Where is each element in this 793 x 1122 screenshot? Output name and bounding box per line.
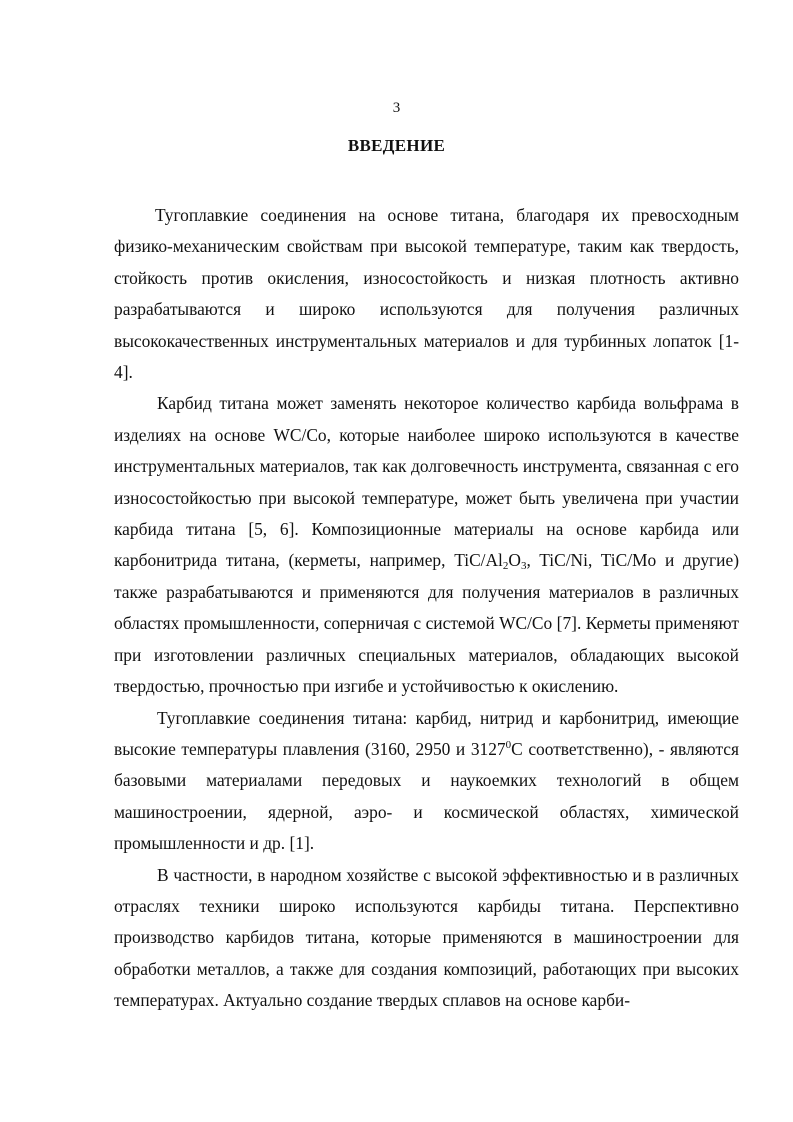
section-title: ВВЕДЕНИЕ xyxy=(347,136,446,155)
page-number: 3 xyxy=(392,100,401,116)
paragraph-1-text: Тугоплавкие соединения на основе титана, благодаря их превосходным физико-механическим свойствам при высокой температуре, таким как твердость, стойкость против окисления, износостойкость и низкая плотность активно разрабатываются и широко используются для получения различных высококачественных инструментальных материалов и для турбинных лопаток [1-4]. xyxy=(114,205,739,383)
subscript-3: 3 xyxy=(520,560,527,573)
paragraph-3-text-b: С соответственно), - являются базовыми материалами передовых и наукоемких технологий в общем машиностроении, ядерной, аэро- и космической областях, химической промышленности и др. [1]. xyxy=(114,738,739,854)
paragraph-3-text-a: Тугоплавкие соединения титана: карбид, нитрид и карбонитрид, имеющие высокие температуры плавления (3160, 2950 и 3127 xyxy=(114,707,739,759)
body-text xyxy=(114,200,739,1017)
subscript-2: 2 xyxy=(502,560,509,573)
paragraph-4-text: В частности, в народном хозяйстве с высокой эффективностью и в различных отраслях техники широко используются карбиды титана. Перспективно производство карбидов титана, которые применяются в машиностроении для обработки металлов, а также для создания композиций, работающих при высоких температурах. Актуально создание твердых сплавов на основе карби- xyxy=(114,864,739,1011)
paragraph-4 xyxy=(114,860,739,1017)
paragraph-2-text-c: , TiC/Ni, TiC/Mo и другие) также разрабатываются и применяются для получения материалов в различных областях промышленности, соперничая с системой WC/Co [7]. Керметы применяют при изготовлении различных специальных материалов, обладающих высокой твердостью, прочностью при изгибе и устойчивостью к окислению. xyxy=(114,550,739,697)
paragraph-3 xyxy=(114,703,739,860)
paragraph-1 xyxy=(114,200,739,388)
paragraph-2 xyxy=(114,388,739,702)
paragraph-2-text-a: Карбид титана может заменять некоторое количество карбида вольфрама в изделиях на основе WC/Co, которые наиболее широко используются в качестве инструментальных материалов, так как долговечность инструмента, связанная с его износостойкостью при высокой температуре, может быть увеличена при участии карбида титана [5, 6]. Композиционные материалы на основе карбида или карбонитрида титана, (керметы, например, TiC/Al xyxy=(114,393,739,571)
degree-superscript: 0 xyxy=(505,738,512,751)
paragraph-2-text-b: O xyxy=(508,550,521,571)
